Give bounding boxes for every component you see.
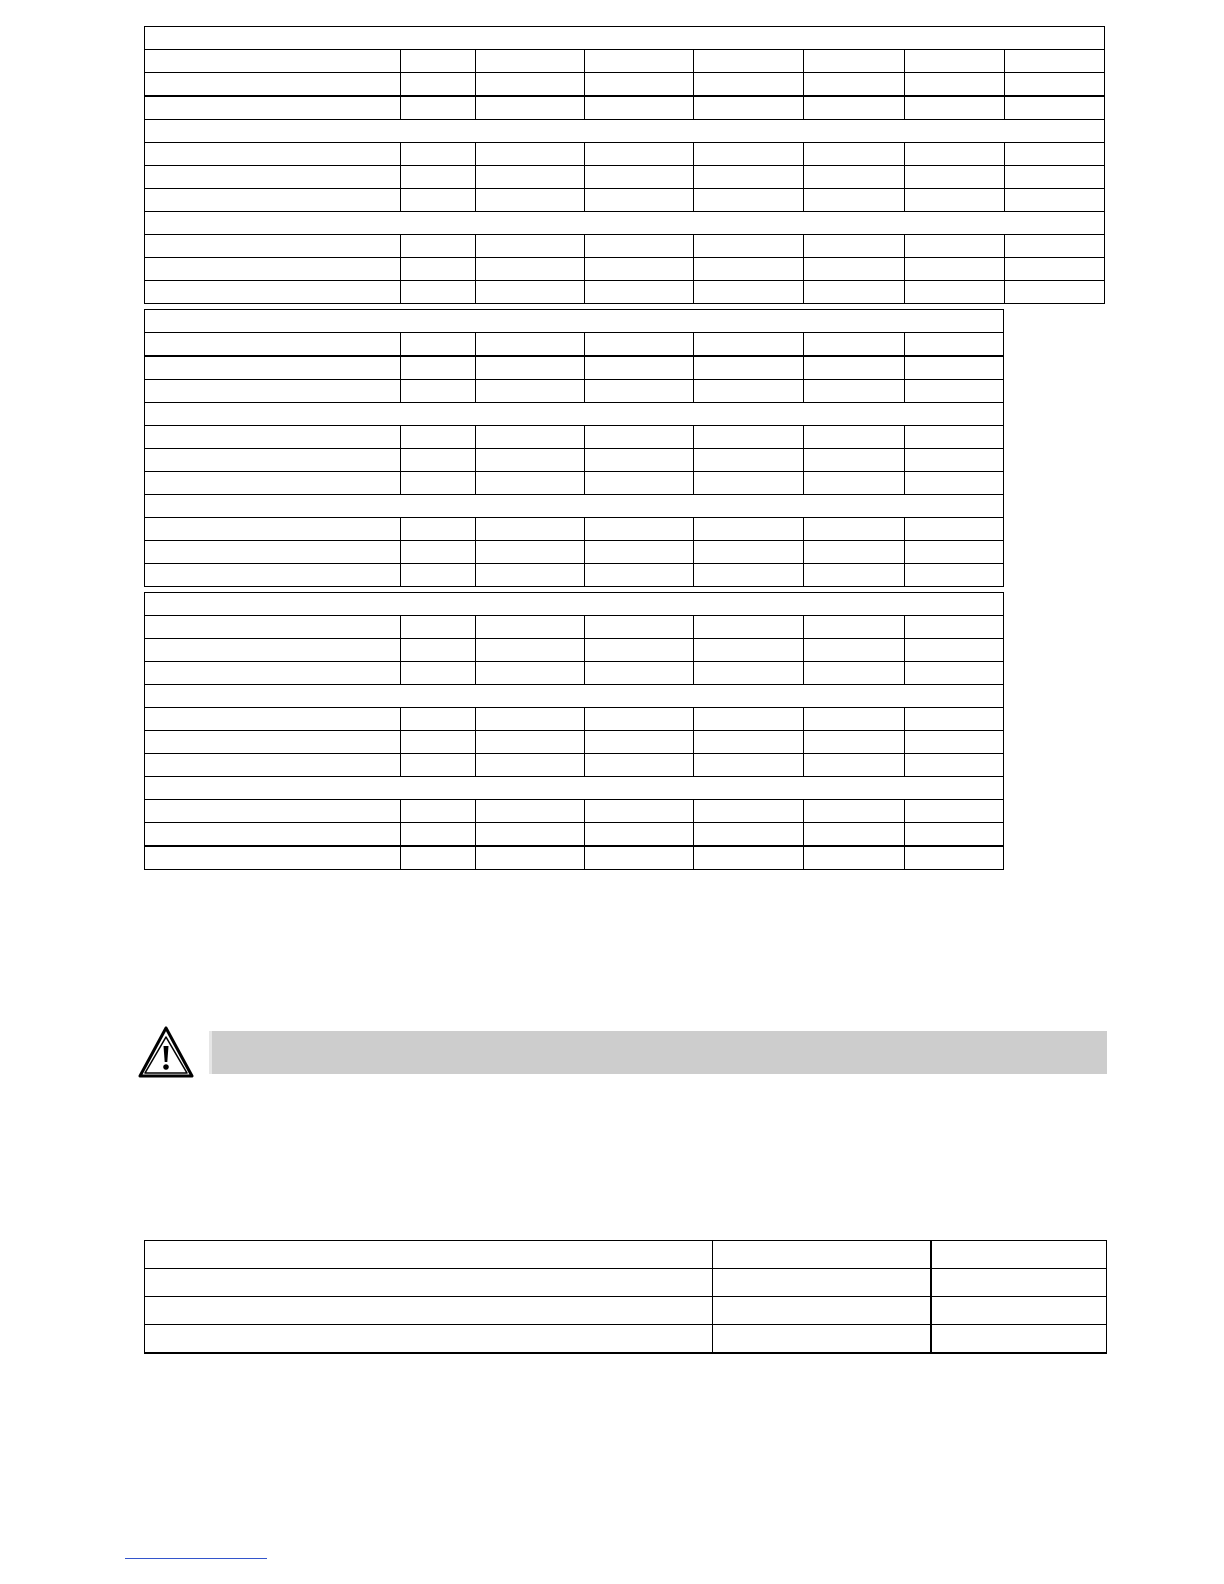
- spec-table-2: [144, 309, 1004, 587]
- table-row: [145, 235, 1105, 258]
- section-header-row: [145, 777, 1004, 800]
- table-row: [145, 541, 1004, 564]
- warning-bar: [209, 1031, 1107, 1074]
- table-row: [145, 1241, 1107, 1269]
- table-row: [145, 258, 1105, 281]
- table-row: [145, 616, 1004, 639]
- table-row: [145, 189, 1105, 212]
- spec-table-4: [144, 1240, 1107, 1354]
- table-row: [145, 1269, 1107, 1297]
- table-row: [145, 356, 1004, 380]
- table-row: [145, 449, 1004, 472]
- table-row: [145, 426, 1004, 449]
- table-row: [145, 823, 1004, 847]
- table-row: [145, 50, 1105, 73]
- table-row: [145, 166, 1105, 189]
- section-header-row: [145, 403, 1004, 426]
- section-header-row: [145, 120, 1105, 143]
- table-row: [145, 800, 1004, 823]
- spec-table-3: [144, 592, 1004, 870]
- table-row: [145, 662, 1004, 685]
- table-row: [145, 73, 1105, 97]
- section-header-row: [145, 495, 1004, 518]
- table-row: [145, 1325, 1107, 1354]
- table-row: [145, 143, 1105, 166]
- table-row: [145, 754, 1004, 777]
- table-row: [145, 333, 1004, 357]
- table-row: [145, 281, 1105, 304]
- table-row: [145, 472, 1004, 495]
- table-row: [145, 1297, 1107, 1325]
- table-row: [145, 518, 1004, 541]
- section-header-row: [145, 593, 1004, 616]
- table-row: [145, 708, 1004, 731]
- section-header-row: [145, 212, 1105, 235]
- section-header-row: [145, 27, 1105, 50]
- warning-triangle-icon: [137, 1025, 195, 1079]
- section-header-row: [145, 685, 1004, 708]
- footnote-separator: [125, 1558, 267, 1559]
- table-row: [145, 96, 1105, 120]
- table-row: [145, 639, 1004, 662]
- table-row: [145, 564, 1004, 587]
- section-header-row: [145, 310, 1004, 333]
- table-row: [145, 731, 1004, 754]
- spec-table-1: [144, 26, 1105, 304]
- table-row: [145, 846, 1004, 870]
- table-row: [145, 380, 1004, 403]
